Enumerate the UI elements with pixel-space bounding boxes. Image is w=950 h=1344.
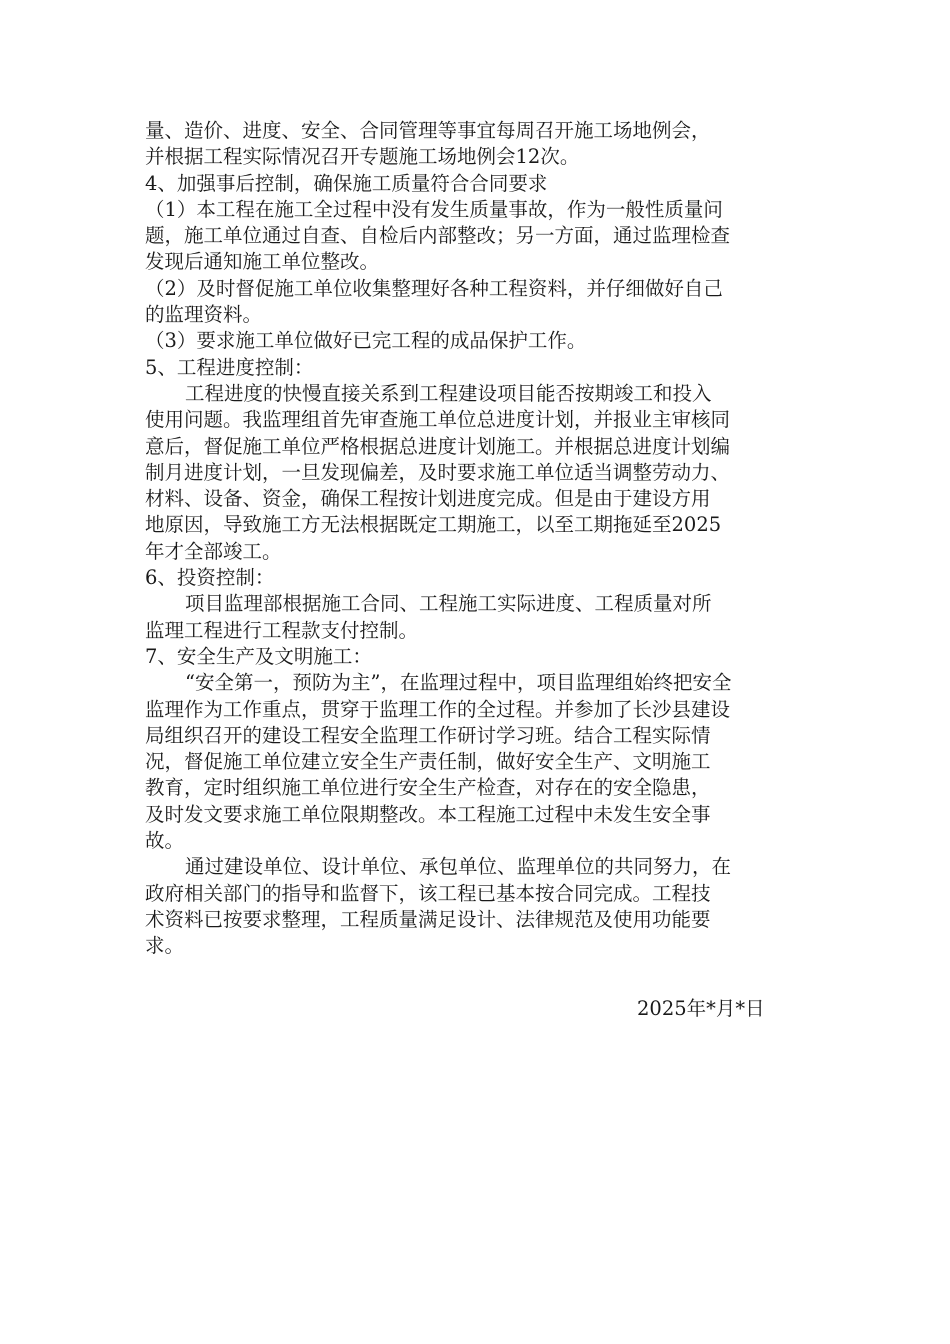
text-line: （3）要求施工单位做好已完工程的成品保护工作。 (145, 329, 587, 353)
text-line: 题，施工单位通过自查、自检后内部整改；另一方面，通过监理检查 (145, 224, 731, 248)
text-line: 意后，督促施工单位严格根据总进度计划施工。并根据总进度计划编 (145, 434, 731, 458)
text-line: 的监理资料。 (145, 303, 263, 327)
document-date: 2025年*月*日 (637, 997, 765, 1020)
text-line: 地原因，导致施工方无法根据既定工期施工，以至工期拖延至2025 (145, 513, 722, 537)
text-line: （1）本工程在施工全过程中没有发生质量事故，作为一般性质量问 (145, 197, 723, 221)
section-heading-4: 4、加强事后控制，确保施工质量符合合同要求 (145, 171, 548, 195)
text-line: 项目监理部根据施工合同、工程施工实际进度、工程质量对所 (185, 592, 712, 616)
text-line: （2）及时督促施工单位收集整理好各种工程资料，并仔细做好自己 (145, 276, 723, 300)
section-heading-6: 6、投资控制： (145, 566, 275, 590)
section-heading-7: 7、安全生产及文明施工： (145, 644, 372, 668)
text-line: 年才全部竣工。 (145, 539, 282, 563)
text-line: 材料、设备、资金，确保工程按计划进度完成。但是由于建设方用 (145, 487, 711, 511)
text-line: 监理作为工作重点，贯穿于监理工作的全过程。并参加了长沙县建设 (145, 697, 731, 721)
text-line: 量、造价、进度、安全、合同管理等事宜每周召开施工场地例会， (145, 119, 711, 142)
text-line: “安全第一，预防为主”，在监理过程中，项目监理组始终把安全 (185, 671, 732, 695)
text-line: 况，督促施工单位建立安全生产责任制，做好安全生产、文明施工 (145, 750, 711, 774)
text-line: 教育，定时组织施工单位进行安全生产检查，对存在的安全隐患， (145, 776, 711, 800)
text-line: 制月进度计划，一旦发现偏差，及时要求施工单位适当调整劳动力、 (145, 460, 731, 484)
text-line: 政府相关部门的指导和监督下，该工程已基本按合同完成。工程技 (145, 881, 711, 905)
text-line: 工程进度的快慢直接关系到工程建设项目能否按期竣工和投入 (185, 381, 712, 405)
text-line: 术资料已按要求整理，工程质量满足设计、法律规范及使用功能要 (145, 907, 711, 931)
text-line: 故。 (145, 829, 185, 853)
text-line: 并根据工程实际情况召开专题施工场地例会12次。 (145, 145, 580, 169)
text-line: 监理工程进行工程款支付控制。 (145, 618, 419, 642)
text-line: 使用问题。我监理组首先审查施工单位总进度计划，并报业主审核同 (145, 408, 731, 432)
text-line: 及时发文要求施工单位限期整改。本工程施工过程中未发生安全事 (145, 802, 711, 826)
text-line: 局组织召开的建设工程安全监理工作研讨学习班。结合工程实际情 (145, 723, 711, 747)
text-line: 求。 (145, 934, 185, 958)
document-body (145, 118, 815, 960)
text-line: 发现后通知施工单位整改。 (145, 250, 380, 274)
section-heading-5: 5、工程进度控制： (145, 355, 314, 379)
text-line: 通过建设单位、设计单位、承包单位、监理单位的共同努力，在 (185, 855, 732, 879)
